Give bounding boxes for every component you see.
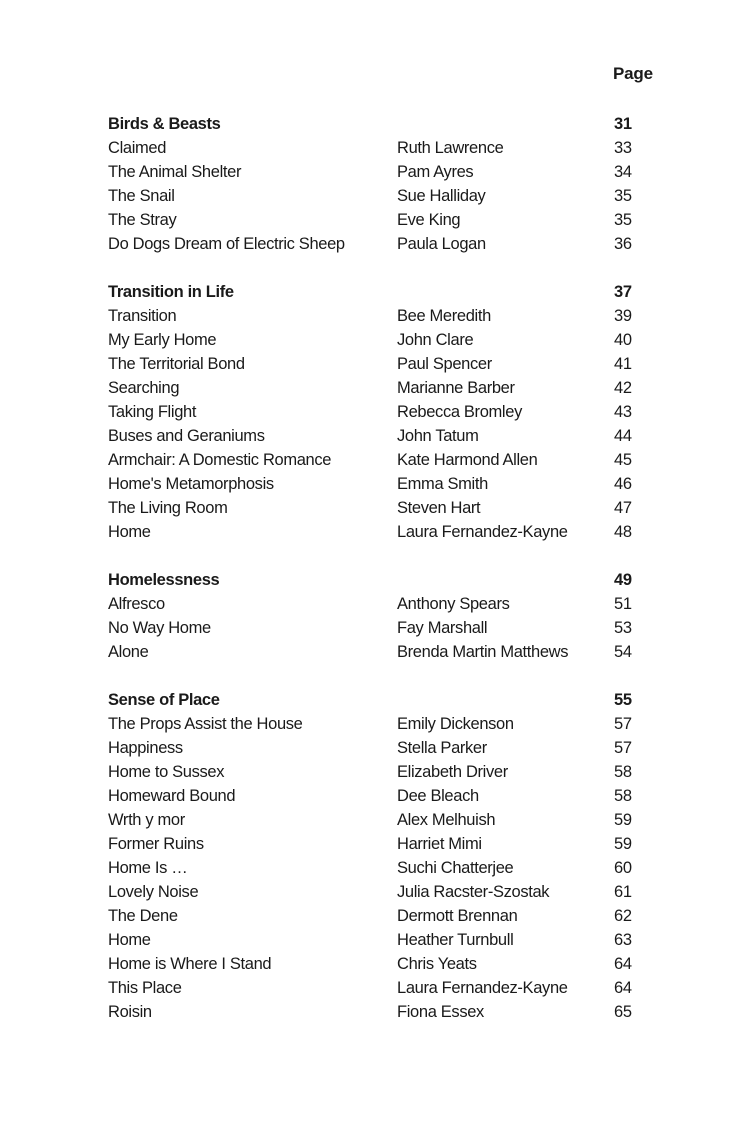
entry-title: The Snail — [108, 187, 175, 205]
entry-page-number: 51 — [614, 595, 632, 613]
entry-author: Kate Harmond Allen — [397, 451, 538, 469]
entry-title: Claimed — [108, 139, 167, 157]
entry-author: Elizabeth Driver — [397, 763, 508, 781]
entry-author: Fiona Essex — [397, 1003, 484, 1021]
toc-entry — [108, 496, 648, 520]
section-page-number: 55 — [614, 691, 632, 709]
entry-page-number: 48 — [614, 523, 632, 541]
entry-author: Chris Yeats — [397, 955, 477, 973]
entry-page-number: 47 — [614, 499, 632, 517]
entry-title: The Animal Shelter — [108, 163, 242, 181]
toc-entry — [108, 376, 648, 400]
entry-page-number: 33 — [614, 139, 632, 157]
toc-entry — [108, 616, 648, 640]
entry-page-number: 53 — [614, 619, 632, 637]
entry-page-number: 41 — [614, 355, 632, 373]
toc-entry — [108, 640, 648, 664]
entry-title: Former Ruins — [108, 835, 204, 853]
entry-page-number: 59 — [614, 835, 632, 853]
entry-title: Roisin — [108, 1003, 152, 1021]
entry-page-number: 65 — [614, 1003, 632, 1021]
toc-entry — [108, 448, 648, 472]
entry-title: This Place — [108, 979, 182, 997]
entry-page-number: 40 — [614, 331, 632, 349]
toc-entry — [108, 520, 648, 544]
toc-entry — [108, 808, 648, 832]
toc-entry — [108, 328, 648, 352]
toc-entry — [108, 184, 648, 208]
entry-author: Ruth Lawrence — [397, 139, 504, 157]
toc-entry — [108, 400, 648, 424]
entry-title: Searching — [108, 379, 180, 397]
toc-entry — [108, 832, 648, 856]
toc-entry — [108, 424, 648, 448]
toc-entry — [108, 1000, 648, 1024]
toc-entry — [108, 160, 648, 184]
entry-author: Laura Fernandez-Kayne — [397, 979, 568, 997]
entry-author: Steven Hart — [397, 499, 481, 517]
toc-entry — [108, 880, 648, 904]
section-heading-row — [108, 688, 648, 712]
entry-page-number: 62 — [614, 907, 632, 925]
toc-entry — [108, 952, 648, 976]
entry-title: The Living Room — [108, 499, 228, 517]
entry-page-number: 43 — [614, 403, 632, 421]
entry-author: Harriet Mimi — [397, 835, 482, 853]
entry-page-number: 59 — [614, 811, 632, 829]
section-heading: Sense of Place — [108, 691, 220, 709]
toc-entry — [108, 976, 648, 1000]
section-heading-row — [108, 112, 648, 136]
entry-author: Laura Fernandez-Kayne — [397, 523, 568, 541]
entry-page-number: 57 — [614, 715, 632, 733]
toc-section — [108, 568, 648, 664]
section-heading-row — [108, 568, 648, 592]
entry-author: Alex Melhuish — [397, 811, 496, 829]
entry-title: Armchair: A Domestic Romance — [108, 451, 332, 469]
entry-author: John Clare — [397, 331, 474, 349]
section-page-number: 31 — [614, 115, 632, 133]
section-page-number: 49 — [614, 571, 632, 589]
section-heading-row — [108, 280, 648, 304]
toc-entry — [108, 208, 648, 232]
toc-entry — [108, 592, 648, 616]
toc-entry — [108, 304, 648, 328]
entry-author: Bee Meredith — [397, 307, 491, 325]
entry-author: Paul Spencer — [397, 355, 492, 373]
entry-author: Emily Dickenson — [397, 715, 514, 733]
entry-title: The Stray — [108, 211, 177, 229]
toc-entry — [108, 928, 648, 952]
entry-title: Transition — [108, 307, 177, 325]
entry-page-number: 42 — [614, 379, 632, 397]
entry-title: The Dene — [108, 907, 178, 925]
entry-page-number: 39 — [614, 307, 632, 325]
table-of-contents — [108, 112, 648, 1048]
entry-author: Julia Racster-Szostak — [397, 883, 550, 901]
entry-title: Alone — [108, 643, 149, 661]
toc-entry — [108, 472, 648, 496]
entry-author: Dee Bleach — [397, 787, 479, 805]
entry-title: Buses and Geraniums — [108, 427, 265, 445]
toc-section — [108, 688, 648, 1024]
entry-title: Lovely Noise — [108, 883, 199, 901]
entry-title: Homeward Bound — [108, 787, 236, 805]
entry-page-number: 54 — [614, 643, 632, 661]
entry-title: My Early Home — [108, 331, 217, 349]
entry-page-number: 46 — [614, 475, 632, 493]
toc-entry — [108, 352, 648, 376]
entry-page-number: 64 — [614, 979, 632, 997]
entry-page-number: 58 — [614, 763, 632, 781]
entry-title: Home Is … — [108, 859, 188, 877]
toc-entry — [108, 904, 648, 928]
entry-title: Home's Metamorphosis — [108, 475, 274, 493]
entry-title: Happiness — [108, 739, 183, 757]
entry-page-number: 34 — [614, 163, 632, 181]
entry-page-number: 36 — [614, 235, 632, 253]
entry-author: Pam Ayres — [397, 163, 474, 181]
toc-entry — [108, 760, 648, 784]
toc-entry — [108, 856, 648, 880]
section-heading: Birds & Beasts — [108, 115, 221, 133]
toc-entry — [108, 712, 648, 736]
entry-author: Anthony Spears — [397, 595, 510, 613]
entry-author: Paula Logan — [397, 235, 486, 253]
entry-page-number: 45 — [614, 451, 632, 469]
entry-page-number: 35 — [614, 211, 632, 229]
entry-page-number: 44 — [614, 427, 632, 445]
toc-section — [108, 112, 648, 256]
entry-author: John Tatum — [397, 427, 479, 445]
entry-page-number: 60 — [614, 859, 632, 877]
entry-page-number: 61 — [614, 883, 632, 901]
entry-author: Rebecca Bromley — [397, 403, 522, 421]
entry-author: Heather Turnbull — [397, 931, 514, 949]
entry-author: Eve King — [397, 211, 461, 229]
entry-title: Home — [108, 931, 151, 949]
toc-section — [108, 280, 648, 544]
entry-author: Marianne Barber — [397, 379, 515, 397]
section-page-number: 37 — [614, 283, 632, 301]
entry-author: Fay Marshall — [397, 619, 488, 637]
entry-title: Alfresco — [108, 595, 165, 613]
section-heading: Transition in Life — [108, 283, 234, 301]
entry-title: The Territorial Bond — [108, 355, 245, 373]
toc-entry — [108, 736, 648, 760]
entry-page-number: 64 — [614, 955, 632, 973]
toc-entry — [108, 784, 648, 808]
entry-title: Home is Where I Stand — [108, 955, 272, 973]
entry-title: No Way Home — [108, 619, 211, 637]
entry-author: Stella Parker — [397, 739, 487, 757]
entry-author: Emma Smith — [397, 475, 488, 493]
entry-title: The Props Assist the House — [108, 715, 303, 733]
entry-page-number: 57 — [614, 739, 632, 757]
entry-author: Suchi Chatterjee — [397, 859, 514, 877]
entry-author: Brenda Martin Matthews — [397, 643, 569, 661]
entry-title: Do Dogs Dream of Electric Sheep — [108, 235, 345, 253]
entry-author: Sue Halliday — [397, 187, 486, 205]
entry-title: Wrth y mor — [108, 811, 185, 829]
entry-page-number: 63 — [614, 931, 632, 949]
entry-title: Home to Sussex — [108, 763, 225, 781]
section-heading: Homelessness — [108, 571, 220, 589]
toc-entry — [108, 136, 648, 160]
entry-title: Taking Flight — [108, 403, 197, 421]
toc-entry — [108, 232, 648, 256]
entry-page-number: 35 — [614, 187, 632, 205]
entry-page-number: 58 — [614, 787, 632, 805]
entry-author: Dermott Brennan — [397, 907, 518, 925]
entry-title: Home — [108, 523, 151, 541]
page-column-header: Page — [613, 64, 653, 83]
